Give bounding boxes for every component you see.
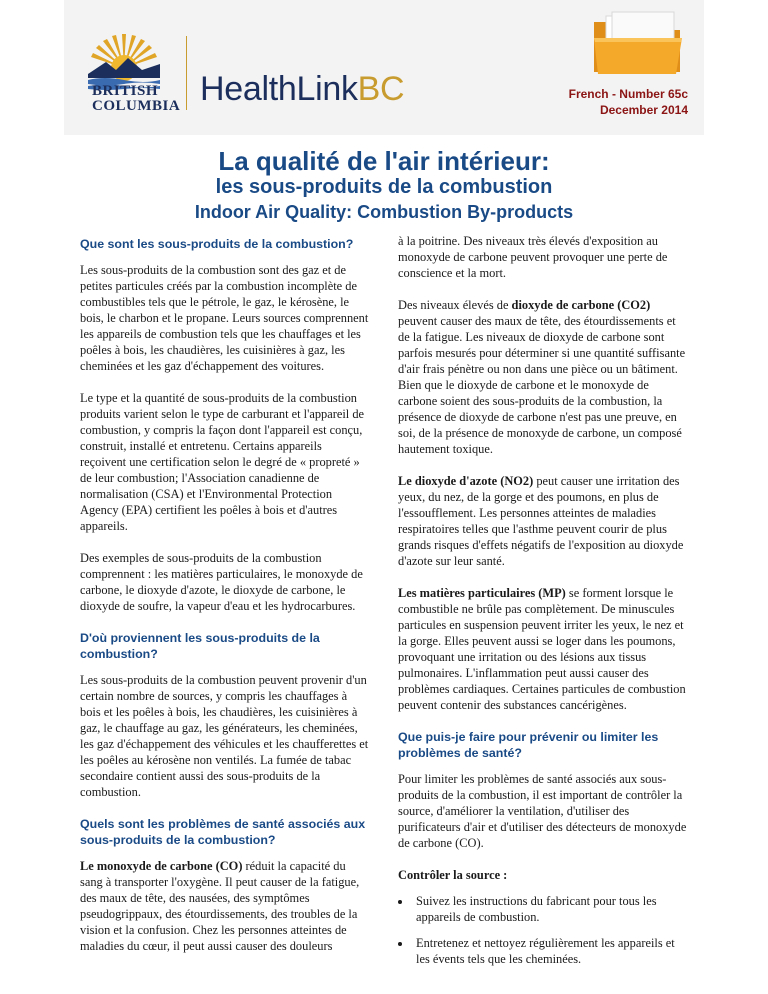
section-heading: Que sont les sous-produits de la combustion?: [80, 237, 354, 251]
brand-suffix: BC: [357, 70, 405, 108]
document-number: French - Number 65c: [568, 87, 688, 101]
left-column: [80, 236, 370, 970]
page-subtitle: les sous-produits de la combustion: [215, 176, 553, 198]
list-item: • Entretenez et nettoyez régulièrement les appareils et les évents tels que les cheminées.: [412, 935, 688, 967]
subheading: Contrôler la source :: [398, 868, 508, 882]
brand-main: HealthLink: [200, 70, 358, 108]
paragraph: Le type et la quantité de sous-produits de la combustion produits varient selon le type de carburant et l'appareil de combustion, y compris la façon dont l'appareil est conçu, construit, installé et entretenu. Certains appareils reçoivent une certification selon le degré de « propreté » de leur combustion; l'Association canadienne de normalisation (CSA) et l'Environmental Protection Agency (EPA) certifient les poêles à bois et d'autres appareils.: [80, 391, 365, 533]
bc-wordmark-line1: BRITISH: [92, 83, 159, 99]
paragraph: Les sous-produits de la combustion sont des gaz et de petites particules créés par la combustion incomplète de combustibles tels que le pétrole, le gaz, le kérosène, le bois, le charbon et le propane. Leurs sources comprennent les appareils de combustion tels que les chauffages et les poêles à bois, les chaudières, les cuisinières à gaz, les cheminées et les gaz d'échappement des voitures.: [80, 263, 369, 373]
paragraph: à la poitrine. Des niveaux très élevés d'exposition au monoxyde de carbone peuvent provoquer une perte de conscience et la mort.: [398, 234, 668, 280]
section-heading: Que puis-je faire pour prévenir ou limiter les problèmes de santé?: [398, 730, 659, 760]
bold-term: Le monoxyde de carbone (CO): [80, 859, 243, 873]
section-heading: Quels sont les problèmes de santé associés aux sous-produits de la combustion?: [80, 817, 366, 847]
healthlinkbc-brand: [200, 70, 404, 109]
list-item: • Suivez les instructions du fabricant pour tous les appareils de combustion.: [412, 893, 688, 925]
paragraph-text: se forment lorsque le combustible ne brûle pas complètement. De minuscules particules en suspension peuvent irriter les yeux, le nez et la gorge. Elles peuvent aussi se loger dans les poumons, provoquant une irritation ou des lésions aux tissus pulmonaires. L'inflammation peut aussi causer des problèmes cardiaques. Certaines particules de combustion peuvent contenir des substances cancérigènes.: [398, 586, 686, 712]
page-title: La qualité de l'air intérieur:: [218, 146, 550, 176]
document-number-block: [569, 86, 688, 118]
english-title: Indoor Air Quality: Combustion By-products: [194, 202, 574, 222]
paragraph: Pour limiter les problèmes de santé associés aux sous-produits de la combustion, il est important de contrôler la source, d'améliorer la ventilation, d'utiliser des purificateurs d'air et d'utiliser des détecteurs de monoxyde de carbone (CO).: [398, 772, 687, 850]
folder-icon: [588, 8, 688, 78]
bold-term: Les matières particulaires (MP): [398, 586, 566, 600]
document-date: December 2014: [599, 103, 688, 117]
right-column: [398, 233, 688, 977]
paragraph: Les sous-produits de la combustion peuvent provenir d'un certain nombre de sources, y compris les chauffages à bois et les poêles à bois, les chaudières, les cuisinières à gaz, le chauffage au gaz, les générateurs, les cheminées, les gaz d'échappement des véhicules et les chaufferettes et les poêles au kérosène non ventilés. La fumée de tabac secondaire contient aussi des sous-produits de la combustion.: [80, 673, 369, 799]
paragraph: [398, 473, 688, 569]
bold-term: dioxyde de carbone (CO2): [511, 298, 651, 312]
paragraph: [398, 585, 688, 713]
bc-wordmark: [92, 84, 192, 114]
bold-term: Le dioxyde d'azote (NO2): [398, 474, 534, 488]
bc-wordmark-line2: COLUMBIA: [92, 98, 181, 114]
paragraph: [80, 858, 370, 954]
paragraph-text: réduit la capacité du sang à transporter l'oxygène. Il peut causer de la fatigue, des maux de tête, des nausées, des symptômes pseudogrippaux, des étourdissements, des troubles de la vision et la confusion. Chez les personnes atteintes de maladies du cœur, il peut aussi causer des douleurs: [80, 859, 360, 953]
bullet-list: [398, 893, 688, 967]
paragraph-text: Des niveaux élevés de: [398, 298, 512, 312]
paragraph: [398, 297, 688, 457]
paragraph: Des exemples de sous-produits de la combustion comprennent : les matières particulaires, le monoxyde de carbone, le dioxyde d'azote, le dioxyde de carbone, le dioxyde de soufre, la vapeur d'eau et les hydrocarbures.: [80, 551, 363, 613]
paragraph-text: peut causer une irritation des yeux, du nez, de la gorge et des poumons, en plus de l'essoufflement. Les personnes atteintes de maladies respiratoires telles que l'asthme peuvent courir de plus grands risques d'effets négatifs de l'exposition au dioxyde d'azote sur leur santé.: [398, 474, 684, 568]
logo-divider: [186, 36, 187, 110]
section-heading: D'où proviennent les sous-produits de la combustion?: [80, 631, 320, 661]
paragraph-text: peuvent causer des maux de tête, des étourdissements et de la fatigue. Les niveaux de dioxyde de carbone sont parfois mesurés pour déterminer si une quantité suffisante d'air frais pénètre ou non dans une pièce ou un bâtiment. Bien que le dioxyde de carbone et le monoxyde de carbone soient des sous-produits de la combustion, la présence de dioxyde de carbone n'est pas une preuve, en soi, de la présence de monoxyde de carbone, un composé hautement toxique.: [398, 314, 686, 456]
